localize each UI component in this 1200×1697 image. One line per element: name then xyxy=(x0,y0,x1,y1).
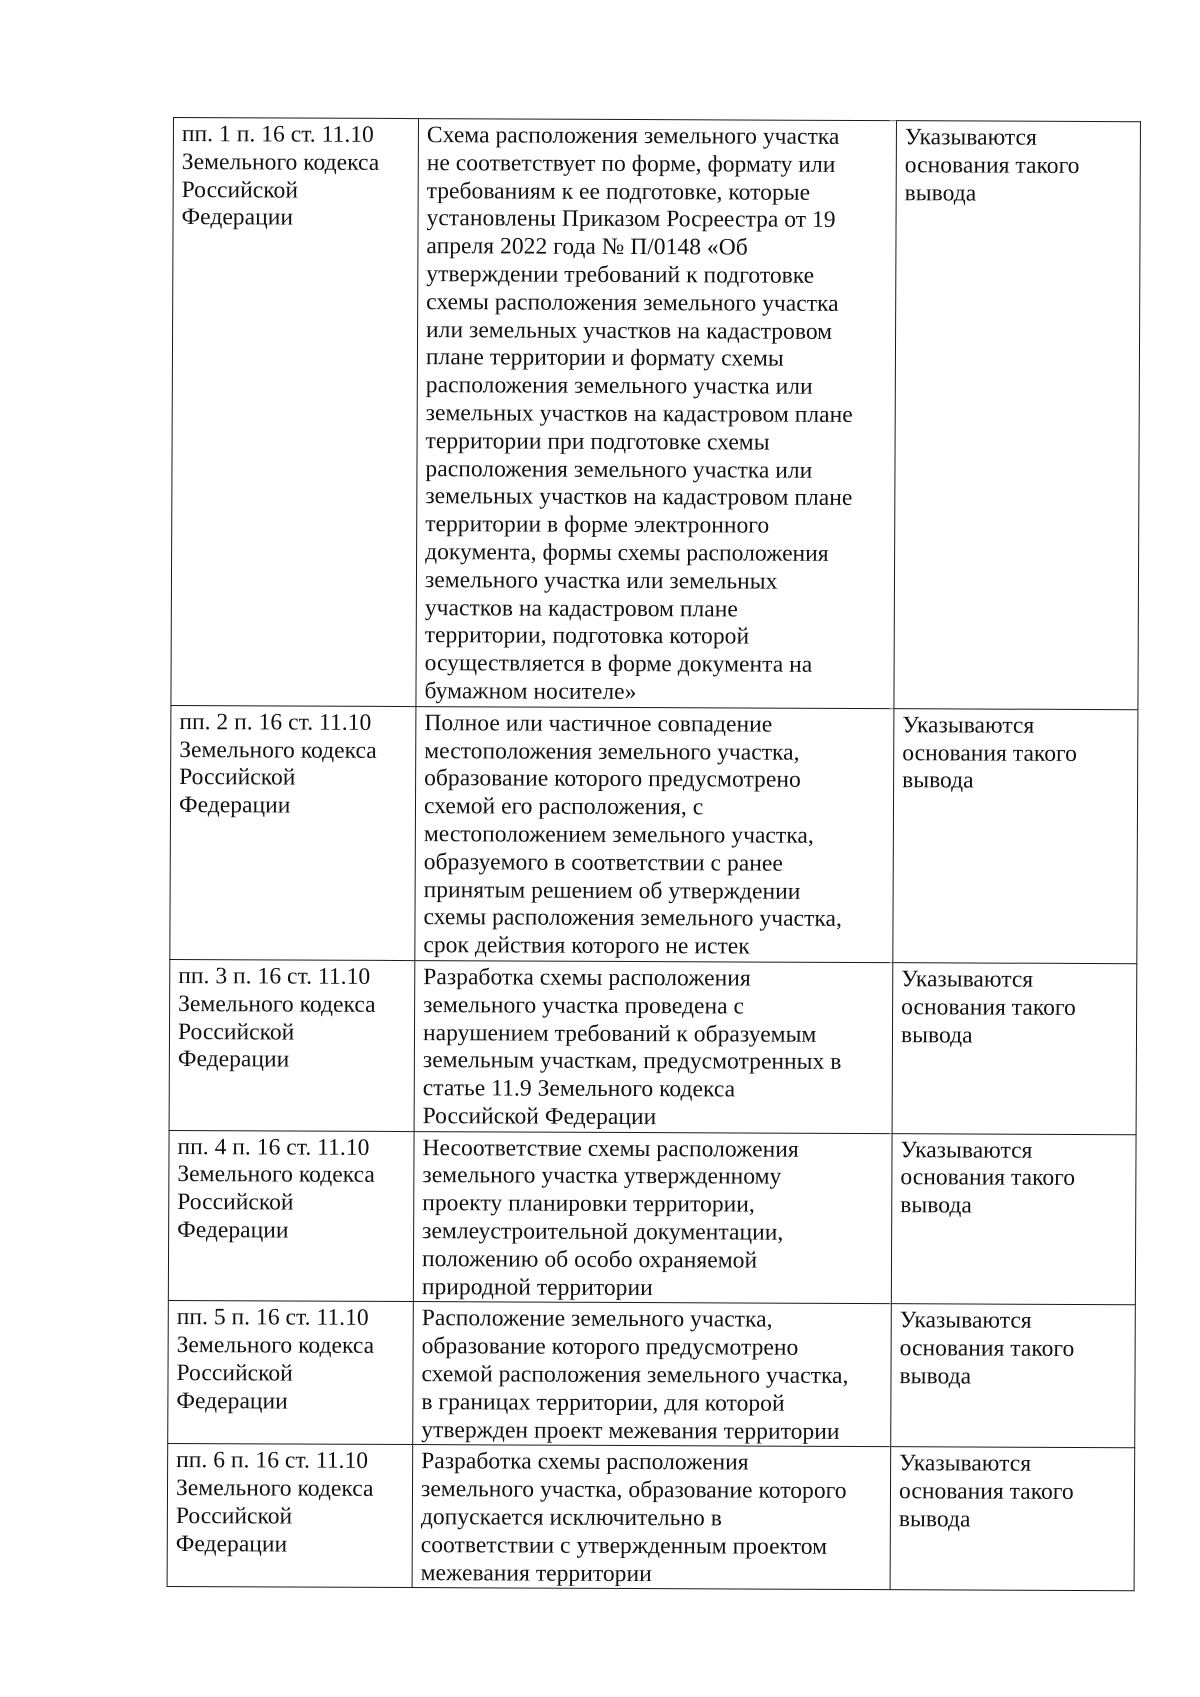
legal-reference-line: пп. 5 п. 16 ст. 11.10 xyxy=(176,1304,369,1332)
conclusion-basis-line: вывода xyxy=(904,179,977,207)
ground-description-line: не соответствует по форме, формату или xyxy=(426,149,836,178)
conclusion-basis-line: вывода xyxy=(902,767,974,794)
legal-reference-cell xyxy=(167,1444,413,1588)
legal-reference-line: Российской xyxy=(177,1189,294,1216)
ground-description-line: земельных участков на кадастровом плане xyxy=(425,483,853,512)
conclusion-basis-cell xyxy=(894,121,1141,710)
legal-reference-line: пп. 4 п. 16 ст. 11.10 xyxy=(177,1133,370,1161)
refusal-grounds-table xyxy=(167,117,1141,1592)
conclusion-basis-line: Указываются xyxy=(900,1136,1033,1164)
ground-description-line: требованиям к ее подготовке, которые xyxy=(426,177,811,206)
table-row xyxy=(168,1301,1136,1448)
conclusion-basis-line: Указываются xyxy=(904,124,1037,151)
legal-reference-line: пп. 3 п. 16 ст. 11.10 xyxy=(178,962,371,990)
ground-description-cell xyxy=(414,960,893,1133)
legal-reference-cell xyxy=(171,118,419,707)
table-row xyxy=(170,705,1138,963)
ground-description-line: участков на кадастровом плане xyxy=(424,594,738,623)
legal-reference-line: Федерации xyxy=(178,792,291,819)
ground-description-line: схемой расположения земельного участка, xyxy=(421,1361,849,1390)
conclusion-basis-line: основания такого xyxy=(898,1478,1074,1506)
ground-description-line: образование которого предусмотрено xyxy=(424,765,801,794)
conclusion-basis-line: основания такого xyxy=(901,993,1076,1021)
ground-description-line: местоположением земельного участка, xyxy=(423,821,814,849)
ground-description-line: утвержден проект межевания территории xyxy=(421,1416,840,1445)
ground-description-line: документа, формы схемы расположения xyxy=(425,539,829,567)
ground-description-line: проекту планировки территории, xyxy=(422,1190,755,1218)
ground-description-line: допускается исключительно в xyxy=(420,1504,723,1532)
conclusion-basis-line: вывода xyxy=(899,1363,972,1390)
ground-description-line: межевания территории xyxy=(420,1559,652,1587)
table-row xyxy=(168,1130,1136,1305)
ground-description-line: образование которого предусмотрено xyxy=(421,1333,799,1362)
legal-reference-line: Федерации xyxy=(177,1046,290,1073)
conclusion-basis-line: основания такого xyxy=(899,1335,1075,1363)
legal-reference-cell xyxy=(170,705,416,960)
ground-description-line: Схема расположения земельного участка xyxy=(426,122,840,150)
legal-reference-line: Федерации xyxy=(175,1530,288,1558)
ground-description-line: территории в форме электронного xyxy=(425,511,770,539)
ground-description-line: утверждении требований к подготовке xyxy=(426,261,815,289)
legal-reference-line: Российской xyxy=(179,764,296,791)
legal-reference-line: Земельного кодекса xyxy=(176,1332,375,1360)
ground-description-line: земельным участкам, предусмотренных в xyxy=(422,1047,842,1076)
table-row xyxy=(167,1444,1135,1591)
conclusion-basis-line: Указываются xyxy=(899,1307,1032,1335)
legal-reference-cell xyxy=(168,1130,414,1302)
ground-description-line: срок действия которого не истек xyxy=(423,932,750,960)
ground-description-line: соответствии с утвержденным проектом xyxy=(420,1531,828,1560)
ground-description-line: схемы расположения земельного участка, xyxy=(423,904,842,933)
ground-description-line: земельного участка утвержденному xyxy=(422,1162,782,1191)
conclusion-basis-line: вывода xyxy=(898,1506,971,1533)
ground-description-line: апреля 2022 года № П/0148 «Об xyxy=(426,233,748,261)
ground-description-line: бумажном носителе» xyxy=(424,678,637,705)
ground-description-line: Полное или частичное совпадение xyxy=(424,709,773,738)
conclusion-basis-line: основания такого xyxy=(902,739,1078,767)
table-row xyxy=(169,959,1137,1134)
legal-reference-line: Земельного кодекса xyxy=(181,148,380,176)
ground-description-line: территории, подготовка которой xyxy=(424,622,750,650)
conclusion-basis-line: основания такого xyxy=(904,151,1080,179)
legal-reference-line: Российской xyxy=(177,1018,295,1046)
ground-description-line: статье 11.9 Земельного кодекса xyxy=(422,1075,736,1103)
legal-reference-line: пп. 6 п. 16 ст. 11.10 xyxy=(176,1447,369,1475)
legal-reference-line: Земельного кодекса xyxy=(177,1161,375,1189)
conclusion-basis-line: основания такого xyxy=(900,1164,1076,1192)
ground-description-line: осуществляется в форме документа на xyxy=(424,650,813,678)
ground-description-line: положению об особо охраняемой xyxy=(421,1245,758,1274)
ground-description-line: или земельных участков на кадастровом xyxy=(426,316,833,345)
legal-reference-line: Федерации xyxy=(176,1387,288,1415)
legal-reference-line: Земельного кодекса xyxy=(178,990,376,1018)
ground-description-line: схемой его расположения, с xyxy=(423,793,704,821)
ground-description-line: Расположение земельного участка, xyxy=(421,1305,773,1334)
ground-description-line: схемы расположения земельного участка xyxy=(426,288,839,317)
ground-description-line: территории при подготовке схемы xyxy=(425,427,770,456)
conclusion-basis-line: Указываются xyxy=(899,1450,1032,1478)
legal-reference-line: Российской xyxy=(176,1360,293,1387)
conclusion-basis-cell xyxy=(893,708,1138,963)
ground-description-cell xyxy=(416,119,897,709)
ground-description-line: Разработка схемы расположения xyxy=(423,964,751,992)
legal-reference-line: Федерации xyxy=(177,1217,289,1244)
legal-reference-line: Российской xyxy=(175,1503,293,1530)
conclusion-basis-cell xyxy=(890,1447,1135,1591)
conclusion-basis-cell xyxy=(891,1133,1136,1305)
ground-description-cell xyxy=(412,1445,891,1590)
ground-description-line: нарушением требований к образуемым xyxy=(422,1019,817,1048)
conclusion-basis-line: вывода xyxy=(900,1192,972,1219)
ground-description-line: Российской Федерации xyxy=(422,1102,657,1131)
conclusion-basis-cell xyxy=(891,1304,1136,1448)
ground-description-cell xyxy=(413,1302,892,1447)
ground-description-line: плане территории и формату схемы xyxy=(425,344,784,373)
table-row xyxy=(171,118,1141,710)
ground-description-line: в границах территории, для которой xyxy=(421,1388,785,1417)
ground-description-line: Разработка схемы расположения xyxy=(421,1448,749,1476)
ground-description-line: Несоответствие схемы расположения xyxy=(422,1134,799,1163)
legal-reference-line: Земельного кодекса xyxy=(179,736,377,764)
ground-description-line: земельного участка проведена с xyxy=(423,991,745,1020)
ground-description-line: расположения земельного участка или xyxy=(425,455,813,484)
ground-description-line: принятым решением об утверждении xyxy=(423,876,801,905)
ground-description-line: установлены Приказом Росреестра от 19 xyxy=(426,205,836,234)
ground-description-cell xyxy=(413,1131,892,1304)
ground-description-line: местоположения земельного участка, xyxy=(424,737,800,766)
ground-description-line: расположения земельного участка или xyxy=(425,372,813,400)
conclusion-basis-line: Указываются xyxy=(901,966,1034,993)
legal-reference-line: пп. 2 п. 16 ст. 11.10 xyxy=(179,708,372,736)
legal-reference-line: Российской xyxy=(181,176,299,204)
ground-description-line: земельных участков на кадастровом плане xyxy=(425,400,853,428)
legal-reference-cell xyxy=(169,959,415,1131)
ground-description-cell xyxy=(415,706,894,962)
table-body xyxy=(167,118,1140,1592)
legal-reference-cell xyxy=(168,1301,414,1445)
ground-description-line: землеустроительной документации, xyxy=(422,1218,784,1246)
conclusion-basis-line: Указываются xyxy=(902,711,1035,739)
ground-description-line: природной территории xyxy=(421,1273,653,1301)
legal-reference-line: пп. 1 п. 16 ст. 11.10 xyxy=(181,121,374,148)
ground-description-line: земельного участка или земельных xyxy=(424,566,778,595)
conclusion-basis-line: вывода xyxy=(900,1021,973,1048)
ground-description-line: земельного участка, образование которого xyxy=(420,1476,847,1505)
legal-reference-line: Земельного кодекса xyxy=(175,1475,374,1503)
legal-reference-line: Федерации xyxy=(181,204,294,231)
ground-description-line: образуемого в соответствии с ранее xyxy=(423,848,783,877)
conclusion-basis-cell xyxy=(892,963,1137,1135)
